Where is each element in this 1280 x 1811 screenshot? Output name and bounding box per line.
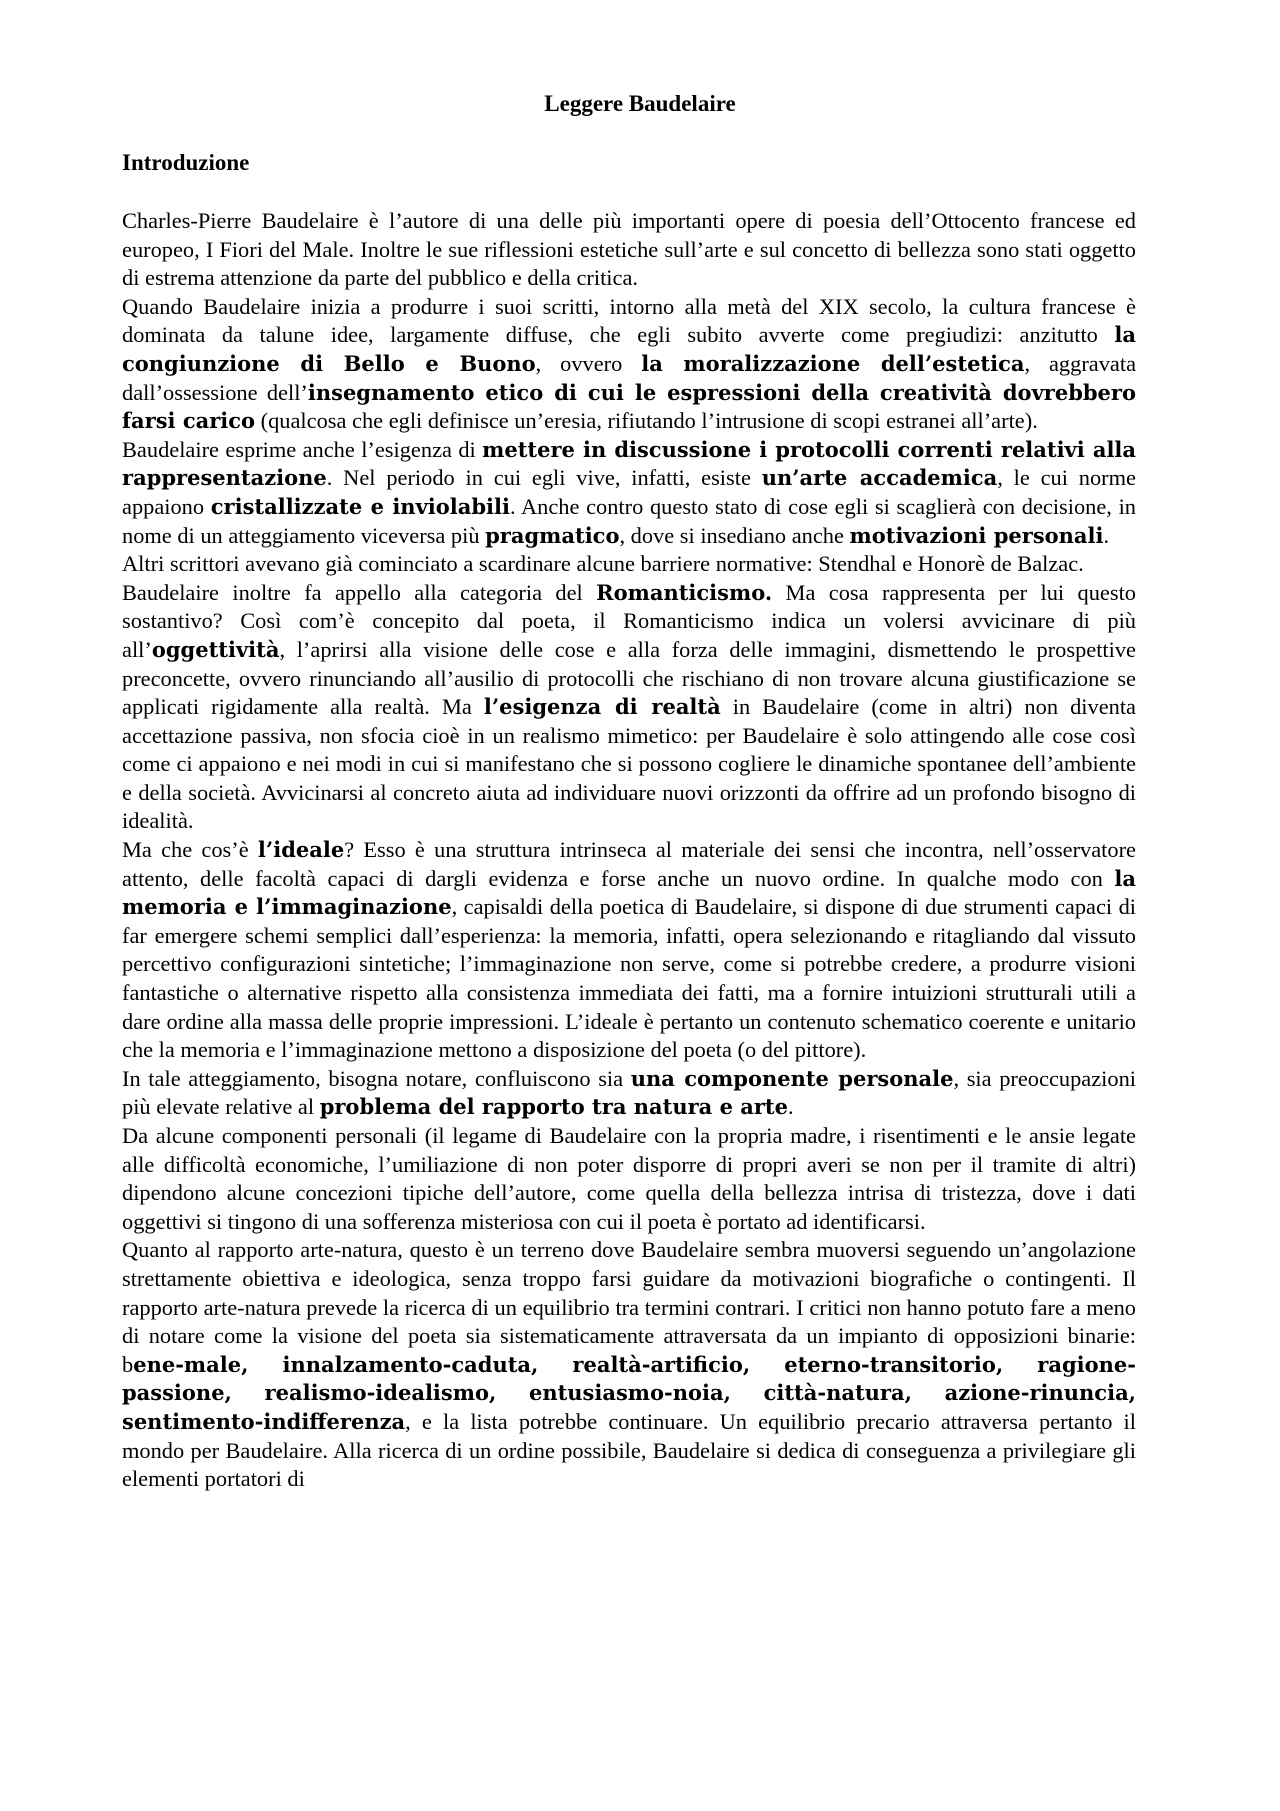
text-segment: , le cui norme appaiono <box>122 465 1136 519</box>
section-heading: Introduzione <box>122 150 250 175</box>
text-segment: . Anche contro questo stato di cose egli si scaglierà con decisione, in nome di un atteggiamento viceversa più <box>122 493 1137 548</box>
bold-text-segment: motivazioni personali <box>849 522 1104 548</box>
body-text <box>122 207 1136 1494</box>
bold-text-segment: l’ideale <box>257 837 345 863</box>
text-segment: Baudelaire esprime anche l’esigenza di <box>122 436 483 462</box>
bold-text-segment: cristallizzate e inviolabili <box>210 493 510 519</box>
paragraph <box>122 436 1136 550</box>
bold-text-segment: mettere in discussione i protocolli correnti relativi alla rappresentazione <box>122 436 1137 491</box>
text-segment: Baudelaire inoltre fa appello alla categoria del <box>122 579 597 605</box>
paragraph <box>122 579 1136 836</box>
text-segment: , dove si insediano anche <box>619 522 850 548</box>
bold-text-segment: la moralizzazione dell’estetica <box>641 350 1025 376</box>
paragraph <box>122 550 1136 579</box>
paragraph <box>122 836 1136 1065</box>
text-segment: Ma che cos’è <box>122 837 258 863</box>
bold-text-segment: un’arte accademica <box>761 465 998 491</box>
text-segment: , sia preoccupazioni più elevate relative al <box>122 1065 1136 1120</box>
text-segment: ? Esso è una struttura intrinseca al materiale dei sensi che incontra, nell’osservatore attento, delle facoltà capaci di dargli evidenza e forse anche un nuovo ordine. In qualche modo con <box>122 837 1136 891</box>
document-title: Leggere Baudelaire <box>544 91 736 116</box>
text-segment: Quanto al rapporto arte-natura, questo è un terreno dove Baudelaire sembra muoversi seguendo un’angolazione strettamente obiettiva e ideologica, senza troppo farsi guidare da motivazioni biografiche o contingenti. Il rapporto arte-natura prevede la ricerca di un equilibrio tra termini contrari. I critici non hanno potuto fare a meno di notare come la visione del poeta sia sistematicamente attraversata da un impianto di opposizioni binarie: b <box>122 1237 1136 1377</box>
text-segment: , ovvero <box>535 350 642 376</box>
text-segment: Charles-Pierre Baudelaire è l’autore di una delle più importanti opere di poesia dell’Ottocento francese ed europeo, I Fiori del Male. Inoltre le sue riflessioni estetiche sull’arte e sul concetto di bellezza sono stati oggetto di estrema attenzione da parte del pubblico e della critica. <box>122 208 1136 291</box>
text-segment: . <box>787 1094 794 1120</box>
bold-text-segment: la memoria e l’immaginazione <box>122 865 1136 920</box>
paragraph <box>122 1122 1136 1236</box>
bold-text-segment: oggettività <box>151 636 280 662</box>
paragraph <box>122 293 1136 436</box>
text-segment: (qualcosa che egli definisce un’eresia, rifiutando l’intrusione di scopi estranei all’arte). <box>255 408 1038 434</box>
text-segment: in Baudelaire (come in altri) non diventa accettazione passiva, non sfocia cioè in un realismo mimetico: per Baudelaire è solo attingendo alle cose così come ci appaiono e nei modi in cui si manifestano che si possono cogliere le dinamiche spontanee dell’ambiente e della società. Avvicinarsi al concreto aiuta ad individuare nuovi orizzonti da offrire ad un profondo bisogno di idealità. <box>122 694 1137 834</box>
text-segment: . Nel periodo in cui egli vive, infatti, esiste <box>326 465 762 491</box>
text-segment: , aggravata dall’ossessione dell’ <box>122 350 1137 405</box>
text-segment: , e la lista potrebbe continuare. Un equilibrio precario attraversa pertanto il mondo per Baudelaire. Alla ricerca di un ordine possibile, Baudelaire si dedica di conseguenza a privilegiare gli elementi portatori di <box>122 1408 1136 1492</box>
text-segment: Quando Baudelaire inizia a produrre i suoi scritti, intorno alla metà del XIX secolo, la cultura francese è dominata da talune idee, largamente diffuse, che egli subito avverte come pregiudizi: anzitutto <box>122 293 1136 348</box>
text-segment: . <box>1103 522 1110 548</box>
text-segment: Ma cosa rappresenta per lui questo sostantivo? Così com’è concepito dal poeta, il Romanticismo indica un volersi avvicinare di più all’ <box>122 579 1136 662</box>
bold-text-segment: una componente personale <box>630 1065 954 1091</box>
text-segment: Altri scrittori avevano già cominciato a scardinare alcune barriere normative: Stendhal e Honorè de Balzac. <box>122 551 1084 577</box>
bold-text-segment: problema del rapporto tra natura e arte <box>319 1094 788 1120</box>
bold-text-segment: la congiunzione di Bello e Buono <box>122 322 1136 376</box>
text-segment: , capisaldi della poetica di Baudelaire, si dispone di due strumenti capaci di far emergere schemi semplici dall’esperienza: la memoria, infatti, opera selezionando e ritagliando dal vissuto percettivo configurazioni sintetiche; l’immaginazione non serve, come si potrebbe credere, a produrre visioni fantastiche o alternative rispetto alla consistenza immediata dei fatti, ma a fornire intuizioni strutturali utili a dare ordine alla massa delle proprie impressioni. L’ideale è pertanto un contenuto schematico coerente e unitario che la memoria e l’immaginazione mettono a disposizione del poeta (o del pittore). <box>122 894 1137 1063</box>
bold-text-segment: l’esigenza di realtà <box>483 694 721 720</box>
paragraph <box>122 1065 1136 1122</box>
bold-text-segment: ene-male, innalzamento-caduta, realtà-artificio, eterno-transitorio, ragione-passione, realismo-idealismo, entusiasmo-noia, città-natura, azione-rinuncia, sentimento-indifferenza <box>122 1351 1136 1434</box>
bold-text-segment: pragmatico <box>485 522 620 548</box>
text-segment: In tale atteggiamento, bisogna notare, confluiscono sia <box>122 1065 631 1091</box>
text-segment: Da alcune componenti personali (il legame di Baudelaire con la propria madre, i risentimenti e le ansie legate alle difficoltà economiche, l’umiliazione di non poter disporre di propri averi se non per il tramite di altri) dipendono alcune concezioni tipiche dell’autore, come quella della bellezza intrisa di tristezza, dove i dati oggettivi si tingono di una sofferenza misteriosa con cui il poeta è portato ad identificarsi. <box>122 1123 1136 1234</box>
paragraph <box>122 207 1136 293</box>
paragraph <box>122 1236 1136 1493</box>
bold-text-segment: insegnamento etico di cui le espressioni della creatività dovrebbero farsi carico <box>122 379 1136 434</box>
bold-text-segment: Romanticismo. <box>596 579 773 605</box>
text-segment: , l’aprirsi alla visione delle cose e alla forza delle immagini, dismettendo le prospettive preconcette, ovvero rinunciando all’ausilio di protocolli che rischiano di non trovare alcuna giustificazione se applicati rigidamente alla realtà. Ma <box>122 636 1136 720</box>
